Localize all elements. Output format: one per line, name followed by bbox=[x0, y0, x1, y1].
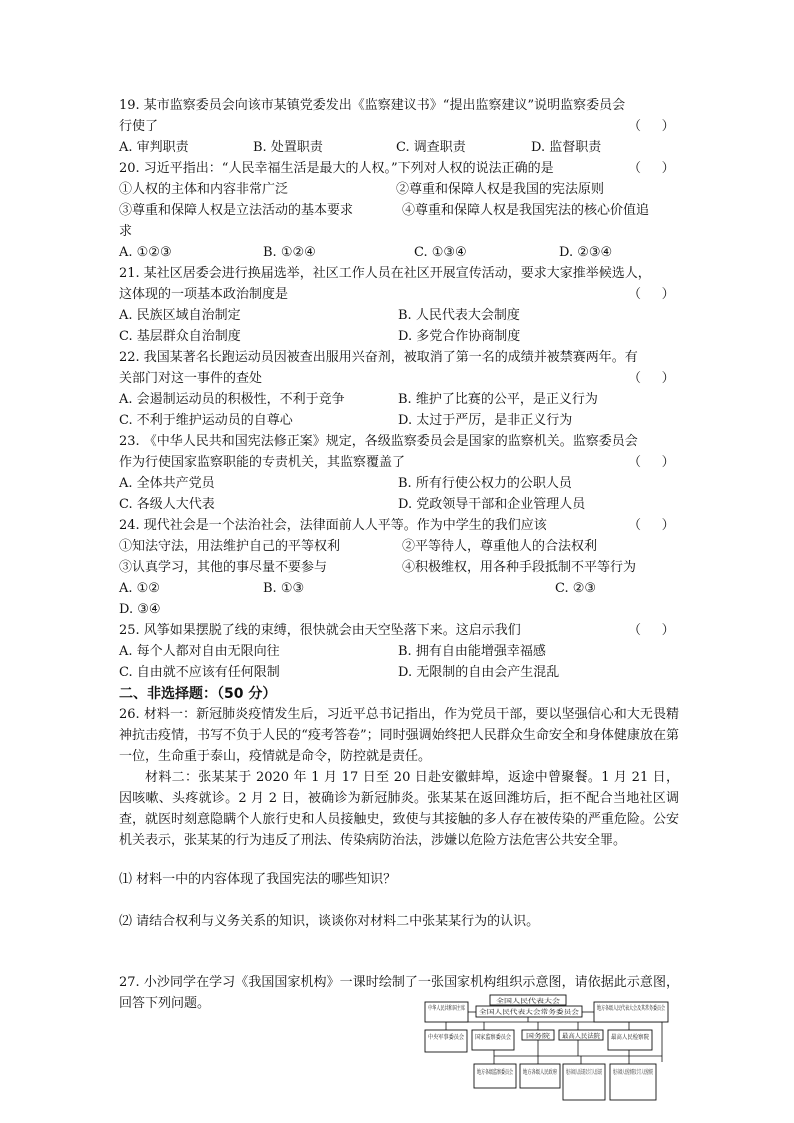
q19-stem: 19. 某市监察委员会向该市某镇党委发出《监察建议书》“提出监察建议”说明监察委员会 bbox=[119, 98, 626, 113]
q23-option-c: C. 各级人大代表 bbox=[119, 497, 215, 512]
state-organs-diagram bbox=[424, 992, 674, 1102]
q19-option-c: C. 调查职责 bbox=[396, 140, 466, 155]
q25-option-a: A. 每个人都对自由无限向往 bbox=[119, 644, 280, 659]
q21-option-a: A. 民族区域自治制定 bbox=[119, 308, 241, 323]
q23-stem-cont: 作为行使国家监察职能的专责机关，其监察覆盖了 bbox=[119, 455, 406, 470]
q21-answer-bracket[interactable]: （ ） bbox=[628, 287, 675, 302]
q19-option-a: A. 审判职责 bbox=[119, 140, 189, 155]
q23-stem: 23. 《中华人民共和国宪法修正案》规定，各级监察委员会是国家的监察机关。监察委员会 bbox=[119, 434, 638, 449]
q24-statement-4: ④积极维权，用各种手段抵制不平等行为 bbox=[402, 560, 637, 575]
q19-option-d: D. 监督职责 bbox=[531, 140, 602, 155]
q19-answer-bracket[interactable]: （ ） bbox=[628, 119, 675, 134]
q20-option-a: A. ①②③ bbox=[119, 245, 172, 260]
q23-answer-bracket[interactable]: （ ） bbox=[628, 455, 675, 470]
node-local-gov-label: 地方各级人民政府 bbox=[523, 1069, 573, 1076]
q24-option-a: A. ①② bbox=[119, 581, 160, 596]
node-nsc-label: 国家监察委员会 bbox=[475, 1034, 519, 1041]
q21-option-b: B. 人民代表大会制度 bbox=[398, 308, 520, 323]
node-local-sc-label: 地方各级监察委员会 bbox=[477, 1069, 533, 1076]
node-local-proc-label: 地方各级人民检察院及 bbox=[613, 1069, 674, 1076]
q23-option-d: D. 党政领导干部和企业管理人员 bbox=[398, 497, 586, 512]
node-president-label: 中华人民共和国主席 bbox=[428, 1005, 484, 1012]
q19-stem-cont: 行使了 bbox=[119, 119, 159, 134]
q25-option-b: B. 拥有自由能增强幸福感 bbox=[398, 644, 546, 659]
q23-option-a: A. 全体共产党员 bbox=[119, 476, 215, 491]
q21-option-d: D. 多党合作协商制度 bbox=[398, 329, 521, 344]
q20-option-b: B. ①②④ bbox=[263, 245, 316, 260]
q22-option-a: A. 会遏制运动员的积极性，不利于竞争 bbox=[119, 392, 345, 407]
q24-statement-3: ③认真学习，其他的事尽量不要参与 bbox=[119, 560, 328, 575]
section-heading: 二、非选择题：（50 分） bbox=[119, 686, 277, 702]
q24-statement-1: ①知法守法，用法维护自己的平等权利 bbox=[119, 539, 341, 554]
q21-stem: 21. 某社区居委会进行换届选举，社区工作人员在社区开展宣传活动，要求大家推举候选人， bbox=[119, 266, 651, 281]
q24-answer-bracket[interactable]: （ ） bbox=[628, 518, 675, 533]
q22-option-b: B. 维护了比赛的公平，是正义行为 bbox=[398, 392, 598, 407]
q19-option-b: B. 处置职责 bbox=[253, 140, 323, 155]
node-local-sc-box bbox=[474, 1064, 533, 1088]
q20-statement-2: ②尊重和保障人权是我国的宪法原则 bbox=[396, 182, 605, 197]
node-local-congress-label: 地方各级人民代表大会及其 bbox=[597, 1005, 672, 1012]
q20-option-d: D. ②③④ bbox=[559, 245, 613, 260]
q25-option-d: D. 无限制的自由会产生混乱 bbox=[398, 665, 560, 680]
q20-statement-1: ①人权的主体和内容非常广泛 bbox=[119, 182, 289, 197]
q20-statement-4-cont: 求 bbox=[119, 224, 133, 239]
q21-option-c: C. 基层群众自治制度 bbox=[119, 329, 241, 344]
node-spc-label: 最高人民法院 bbox=[562, 1033, 600, 1040]
q22-option-d: D. 太过于严厉，是非正义行为 bbox=[398, 413, 573, 428]
q22-answer-bracket[interactable]: （ ） bbox=[628, 371, 675, 386]
q25-stem: 25. 风筝如果摆脱了线的束缚，很快就会由天空坠落下来。这启示我们 bbox=[119, 623, 521, 638]
q20-answer-bracket[interactable]: （ ） bbox=[628, 161, 675, 176]
q25-answer-bracket[interactable]: （ ） bbox=[628, 623, 675, 638]
q26-material-2: 材料二：张某某于 2020 年 1 月 17 日至 20 日赴安徽蚌埠，返途中曾聚餐。1 月 21 日，因咳嗽、头疼就诊。2 月 2 日，被确诊为新冠肺炎。张某某在返回潍坊后，拒不配合当地社区调查，就医时刻意隐瞒个人旅行史和人员接触史，致使与其接触的多人存在被传染的严重危险。公安机关表示，张某某的行为违反了刑法、传染病防治法，涉嫌以危险方法危害公共安全罪。 bbox=[119, 770, 679, 848]
node-spp-label: 最高人民检察院 bbox=[611, 1034, 655, 1041]
node-cmc-label: 中央军事委员会 bbox=[428, 1034, 472, 1041]
node-npc-label: 全国人民代表大会 bbox=[496, 998, 546, 1005]
q20-option-c: C. ①③④ bbox=[414, 245, 467, 260]
q25-option-c: C. 自由就不应该有任何限制 bbox=[119, 665, 280, 680]
q22-stem: 22. 我国某著名长跑运动员因被查出服用兴奋剂，被取消了第一名的成绩并被禁赛两年。有 bbox=[119, 350, 638, 365]
q20-statement-3: ③尊重和保障人权是立法活动的基本要求 bbox=[119, 203, 354, 218]
q26-part-1: ⑴ 材料一中的内容体现了我国宪法的哪些知识？ bbox=[119, 872, 397, 887]
node-state-council-label: 国务院 bbox=[526, 1033, 545, 1040]
q20-stem: 20. 习近平指出：“人民幸福生活是最大的人权。”下列对人权的说法正确的是 bbox=[119, 161, 554, 176]
q24-option-b: B. ①③ bbox=[263, 581, 305, 596]
node-local-gov-box bbox=[520, 1064, 573, 1088]
q22-stem-cont: 关部门对这一事件的查处 bbox=[119, 371, 263, 386]
node-npcsc-label: 全国人民代表大会常务委员会 bbox=[479, 1009, 560, 1016]
node-local-court-label bbox=[566, 1068, 602, 1076]
q21-stem-cont: 这体现的一项基本政治制度是 bbox=[119, 287, 289, 302]
q24-statement-2: ②平等待人，尊重他人的合法权利 bbox=[402, 539, 598, 554]
q22-option-c: C. 不利于维护运动员的自尊心 bbox=[119, 413, 293, 428]
q24-option-c: C. ②③ bbox=[555, 581, 597, 596]
q24-stem: 24. 现代社会是一个法治社会，法律面前人人平等。作为中学生的我们应该 bbox=[119, 518, 547, 533]
q23-option-b: B. 所有行使公权力的公职人员 bbox=[398, 476, 572, 491]
q20-statement-4: ④尊重和保障人权是我国宪法的核心价值追 bbox=[402, 203, 650, 218]
q26-part-2: ⑵ 请结合权利与义务关系的知识，谈谈你对材料二中张某某行为的认识。 bbox=[119, 914, 540, 929]
q24-option-d: D. ③④ bbox=[119, 602, 161, 617]
q26-material-1: 26. 材料一：新冠肺炎疫情发生后，习近平总书记指出，作为党员干部，要以坚强信心和大无畏精神抗击疫情，书写不负于人民的“疫考答卷”；同时强调始终把人民群众生命安全和身体健康放在第一位，生命重于泰山，疫情就是命令，防控就是责任。 bbox=[119, 707, 679, 764]
q27-stem: 27. 小沙同学在学习《我国国家机构》一课时绘制了一张国家机构组织示意图，请依据此示意图，回答下列问题。 bbox=[119, 975, 679, 1011]
